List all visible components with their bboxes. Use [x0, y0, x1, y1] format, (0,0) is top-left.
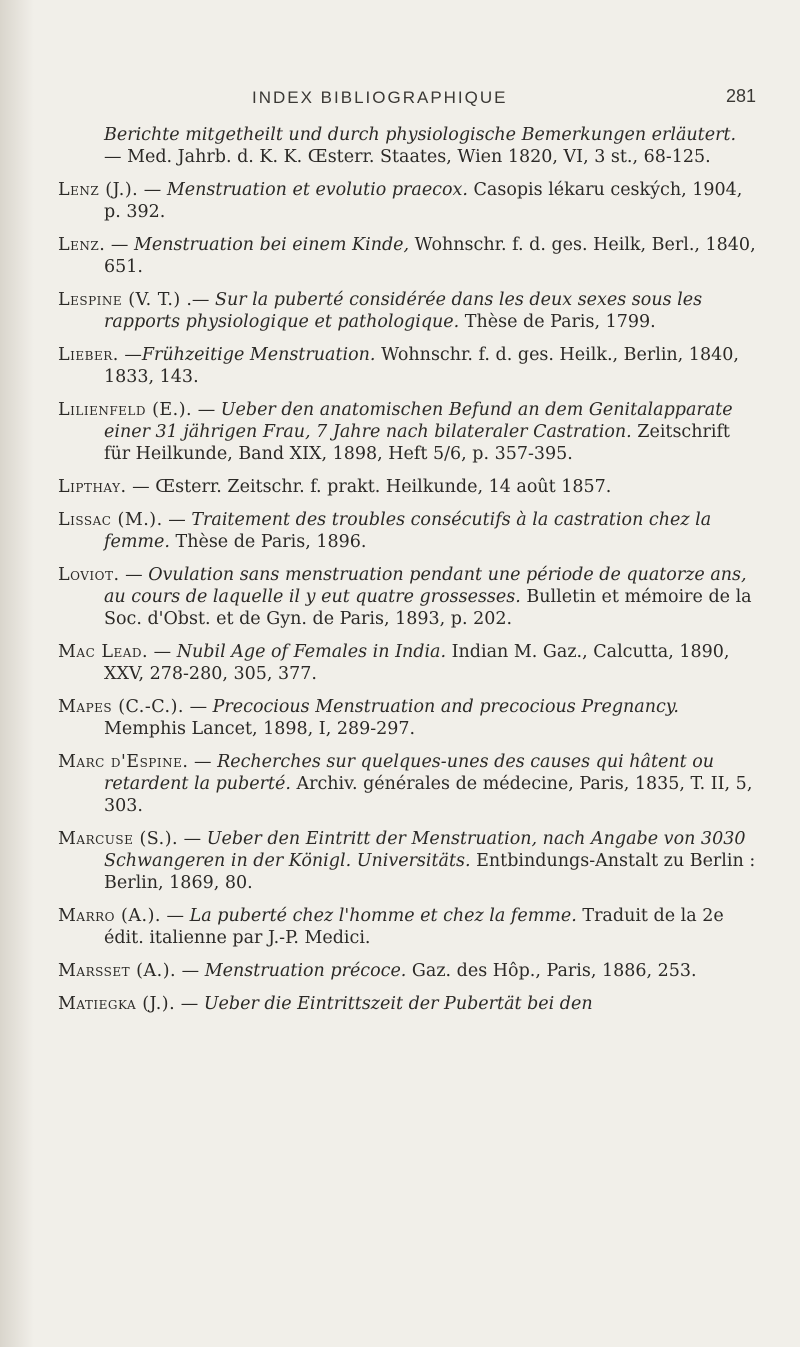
entry-details: Œsterr. Zeitschr. f. prakt. Heilkunde, 14 août 1857.: [155, 477, 612, 497]
entry-title: Menstruation bei einem Kinde,: [133, 235, 410, 255]
entry-details: Traduit de la 2e édit. italienne par J.-P. Medici.: [104, 906, 724, 948]
bibliography-list: [58, 124, 758, 1026]
entry-title: Sur la puberté considérée dans les deux sexes sous les rapports physiologique et pathologique.: [104, 290, 703, 332]
entry-separator: —: [118, 345, 142, 365]
entry-details: Wohnschr. f. d. ges. Heilk, Berl., 1840, 651.: [104, 235, 756, 277]
entry-author: Matiegka (J.).: [58, 994, 176, 1014]
entry-author: Lilienfeld (E.).: [58, 400, 193, 420]
bibliography-entry: [58, 179, 758, 223]
entry-author: Lissac (M.).: [58, 510, 163, 530]
entry-details: — Med. Jahrb. d. K. K. Œsterr. Staates, Wien 1820, VI, 3 st., 68-125.: [104, 147, 711, 167]
entry-title: Ovulation sans menstruation pendant une période de quatorze ans, au cours de laquelle il y eut quatre grossesses.: [104, 565, 747, 607]
entry-title: Traitement des troubles consécutifs à la castration chez la femme.: [104, 510, 712, 552]
entry-separator: —: [188, 752, 218, 772]
entry-details: Memphis Lancet, 1898, I, 289-297.: [104, 719, 416, 739]
entry-details: Casopis lékaru ceských, 1904, p. 392.: [104, 180, 743, 222]
entry-separator: —: [178, 829, 207, 849]
running-head: INDEX BIBLIOGRAPHIQUE: [252, 88, 508, 107]
bibliography-entry: [58, 399, 758, 465]
entry-separator: —: [162, 510, 192, 530]
entry-author: Lenz.: [58, 235, 106, 255]
entry-title: Berichte mitgetheilt und durch physiologische Bemerkungen erläutert.: [104, 125, 737, 145]
entry-details: Wohnschr. f. d. ges. Heilk., Berlin, 1840, 1833, 143.: [104, 345, 739, 387]
entry-separator: —: [148, 642, 177, 662]
entry-author: Lespine (V. T.): [58, 290, 181, 310]
entry-details: Thèse de Paris, 1896.: [169, 532, 367, 552]
entry-title: Precocious Menstruation and precocious Pregnancy.: [212, 697, 679, 717]
bibliography-entry: [58, 509, 758, 553]
bibliography-entry: [58, 476, 758, 498]
entry-author: Mac Lead.: [58, 642, 149, 662]
entry-separator: .—: [180, 290, 215, 310]
bibliography-entry: [58, 960, 758, 982]
entry-author: Marcuse (S.).: [58, 829, 179, 849]
entry-details: Entbindungs-Anstalt zu Berlin : Berlin, 1869, 80.: [104, 851, 756, 893]
entry-title: Ueber den Eintritt der Menstruation, nach Angabe von 3030 Schwangeren in der Königl. Universitäts.: [104, 829, 746, 871]
entry-details: Indian M. Gaz., Calcutta, 1890, XXV, 278-280, 305, 377.: [104, 642, 730, 684]
page-edge-shadow: [0, 0, 34, 1347]
entry-title: Menstruation précoce.: [204, 961, 407, 981]
entry-separator: —: [160, 906, 190, 926]
entry-details: Gaz. des Hôp., Paris, 1886, 253.: [406, 961, 697, 981]
entry-separator: —: [184, 697, 213, 717]
entry-author: Marc d'Espine.: [58, 752, 189, 772]
entry-author: Lenz (J.).: [58, 180, 139, 200]
entry-author: Mapes (C.-C.).: [58, 697, 184, 717]
entry-title: Nubil Age of Females in India.: [176, 642, 447, 662]
entry-title: Recherches sur quelques-unes des causes qui hâtent ou retardent la puberté.: [104, 752, 715, 794]
entry-title: Ueber die Eintrittszeit der Pubertät bei den: [203, 994, 593, 1014]
entry-title: Frühzeitige Menstruation.: [141, 345, 376, 365]
bibliography-entry: [58, 828, 758, 894]
bibliography-entry: [58, 234, 758, 278]
entry-author: Lipthay.: [58, 477, 127, 497]
bibliography-entry: [58, 564, 758, 630]
entry-title: Ueber den anatomischen Befund an dem Genitalapparate einer 31 jährigen Frau, 7 Jahre nach bilateraler Castration.: [104, 400, 733, 442]
entry-author: Marro (A.).: [58, 906, 161, 926]
entry-author: Lieber.: [58, 345, 119, 365]
entry-separator: —: [138, 180, 167, 200]
bibliography-entry: [58, 905, 758, 949]
entry-separator: —: [105, 235, 134, 255]
bibliography-entry: [58, 993, 758, 1015]
entry-separator: —: [119, 565, 149, 585]
entry-separator: —: [175, 994, 204, 1014]
bibliography-entry: [58, 751, 758, 817]
entry-title: Menstruation et evolutio praecox.: [166, 180, 468, 200]
bibliography-entry: [58, 641, 758, 685]
entry-author: Marsset (A.).: [58, 961, 177, 981]
entry-details: Archiv. générales de médecine, Paris, 1835, T. II, 5, 303.: [104, 774, 753, 816]
bibliography-entry: [58, 344, 758, 388]
page-number: 281: [726, 86, 757, 106]
entry-details: Bulletin et mémoire de la Soc. d'Obst. et de Gyn. de Paris, 1893, p. 202.: [104, 587, 752, 629]
entry-details: Thèse de Paris, 1799.: [459, 312, 656, 332]
bibliography-entry: [58, 124, 758, 168]
entry-author: Loviot.: [58, 565, 120, 585]
entry-separator: —: [192, 400, 221, 420]
bibliography-entry: [58, 289, 758, 333]
entry-separator: —: [176, 961, 205, 981]
entry-title: La puberté chez l'homme et chez la femme.: [189, 906, 577, 926]
entry-details: Zeitschrift für Heilkunde, Band XIX, 1898, Heft 5/6, p. 357-395.: [104, 422, 730, 464]
bibliography-entry: [58, 696, 758, 740]
entry-separator: —: [126, 477, 156, 497]
